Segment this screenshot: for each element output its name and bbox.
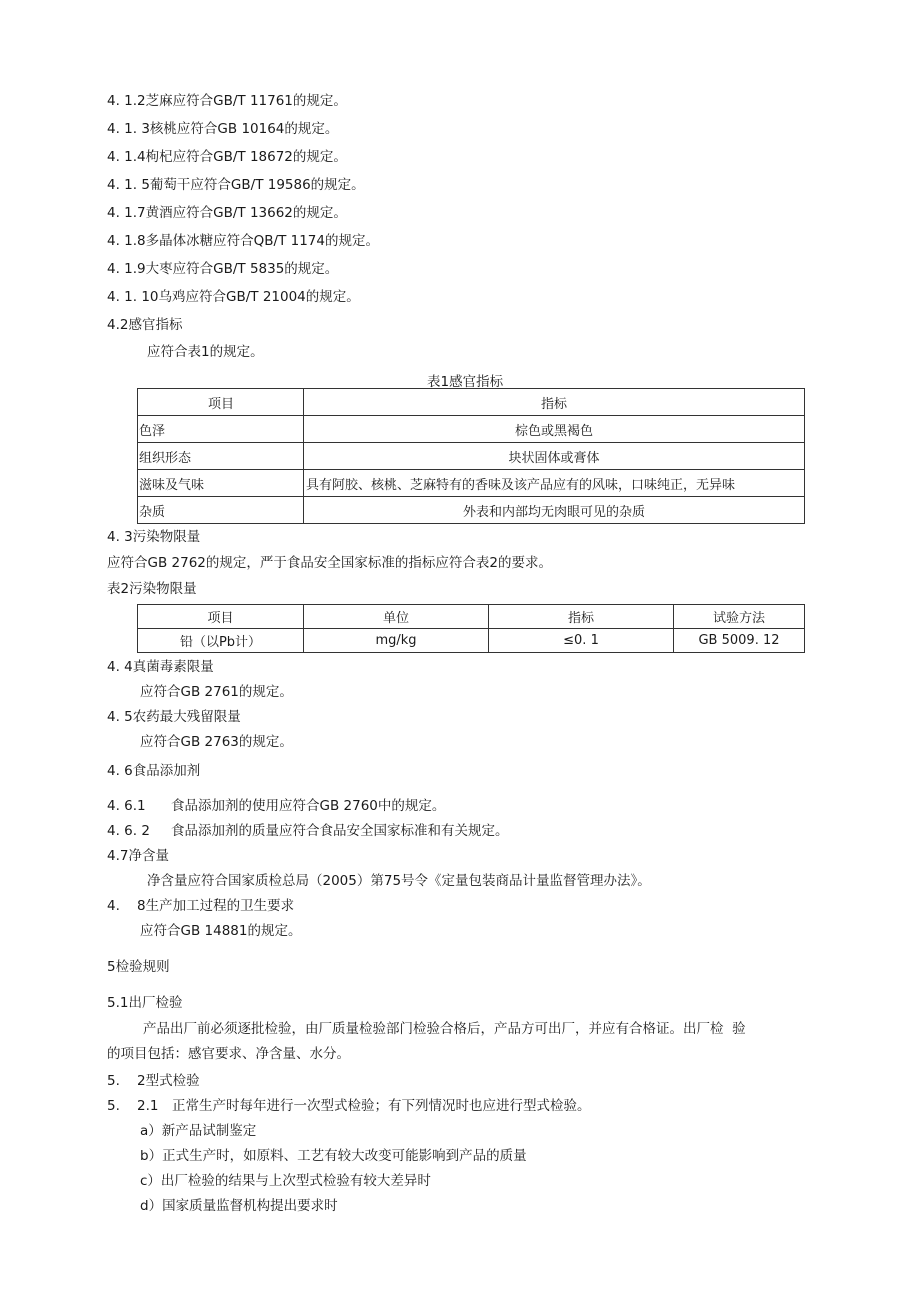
section-4-7-text: 净含量应符合国家质检总局（2005）第75号令《定量包装商品计量监督管理办法》。 [147,873,651,889]
table1-caption: 表1感官指标 [427,374,504,390]
clause-4-1-10: 4. 1. 10乌鸡应符合GB/T 21004的规定。 [107,289,360,305]
section-4-6-heading: 4. 6食品添加剂 [107,763,201,779]
table-cell: 滋味及气味 [138,470,304,497]
list-item-a: a）新产品试制鉴定 [140,1123,257,1139]
table-header-row [138,389,805,416]
table-cell: mg/kg [304,629,489,653]
list-item-b: b）正式生产时，如原料、工艺有较大改变可能影响到产品的质量 [140,1148,527,1164]
table-row [138,443,805,470]
table-header-cell: 项目 [138,389,304,416]
table2-caption: 表2污染物限量 [107,581,197,597]
section-4-4-text: 应符合GB 2761的规定。 [140,684,293,700]
list-item-d: d）国家质量监督机构提出要求时 [140,1198,338,1214]
clause-5-2-1-number: 5. 2.1 [107,1098,159,1114]
clause-4-1-7: 4. 1.7黄酒应符合GB/T 13662的规定。 [107,205,347,221]
sensory-table [137,388,805,524]
section-5-2-heading: 5. 2型式检验 [107,1073,200,1089]
table-header-cell: 指标 [304,389,805,416]
table-header-cell: 指标 [489,605,674,629]
table-row [138,470,805,497]
table-cell: 棕色或黑褐色 [304,416,805,443]
section-5-1-text-line1: 产品出厂前必须逐批检验，由厂质量检验部门检验合格后，产品方可出厂，并应有合格证。出厂检 验 [143,1021,746,1037]
section-4-8-heading: 4. 8生产加工过程的卫生要求 [107,898,295,914]
section-5-1-text-line2: 的项目包括：感官要求、净含量、水分。 [107,1046,350,1062]
section-4-2-heading: 4.2感官指标 [107,317,183,333]
table-cell: ≤0. 1 [489,629,674,653]
section-4-3-heading: 4. 3污染物限量 [107,529,201,545]
table-cell: 组织形态 [138,443,304,470]
section-4-5-heading: 4. 5农药最大残留限量 [107,709,241,725]
table-cell: 杂质 [138,497,304,524]
section-4-8-text: 应符合GB 14881的规定。 [140,923,302,939]
clause-4-6-2-number: 4. 6. 2 [107,823,150,839]
table-row [138,497,805,524]
table-header-row [138,605,805,629]
table-cell: 块状固体或膏体 [304,443,805,470]
table-header-cell: 单位 [304,605,489,629]
section-4-2-text: 应符合表1的规定。 [147,344,264,360]
section-5-1-heading: 5.1出厂检验 [107,995,183,1011]
table-header-cell: 项目 [138,605,304,629]
table-header-cell: 试验方法 [674,605,805,629]
clause-4-1-4: 4. 1.4枸杞应符合GB/T 18672的规定。 [107,149,347,165]
table-row [138,629,805,653]
section-4-7-heading: 4.7净含量 [107,848,169,864]
clause-4-6-1-text: 食品添加剂的使用应符合GB 2760中的规定。 [171,798,446,814]
clause-4-6-1-number: 4. 6.1 [107,798,146,814]
section-5-heading: 5检验规则 [107,959,170,975]
contaminant-table [137,604,805,653]
clause-4-1-2: 4. 1.2芝麻应符合GB/T 11761的规定。 [107,93,347,109]
table-cell: GB 5009. 12 [674,629,805,653]
clause-4-1-5: 4. 1. 5葡萄干应符合GB/T 19586的规定。 [107,177,365,193]
list-item-c: c）出厂检验的结果与上次型式检验有较大差异时 [140,1173,431,1189]
clause-4-1-9: 4. 1.9大枣应符合GB/T 5835的规定。 [107,261,339,277]
clause-4-1-8: 4. 1.8多晶体冰糖应符合QB/T 1174的规定。 [107,233,379,249]
table-row [138,416,805,443]
table-cell: 色泽 [138,416,304,443]
clause-5-2-1-text: 正常生产时每年进行一次型式检验；有下列情况时也应进行型式检验。 [172,1098,591,1114]
table-cell: 铅（以Pb计） [138,629,304,653]
clause-4-1-3: 4. 1. 3核桃应符合GB 10164的规定。 [107,121,339,137]
section-4-5-text: 应符合GB 2763的规定。 [140,734,293,750]
section-4-4-heading: 4. 4真菌毒素限量 [107,659,214,675]
clause-4-6-2-text: 食品添加剂的质量应符合食品安全国家标准和有关规定。 [171,823,509,839]
table-cell: 具有阿胶、核桃、芝麻特有的香味及该产品应有的风味，口味纯正，无异味 [304,470,805,497]
section-4-3-text: 应符合GB 2762的规定，严于食品安全国家标准的指标应符合表2的要求。 [107,555,552,571]
table-cell: 外表和内部均无肉眼可见的杂质 [304,497,805,524]
